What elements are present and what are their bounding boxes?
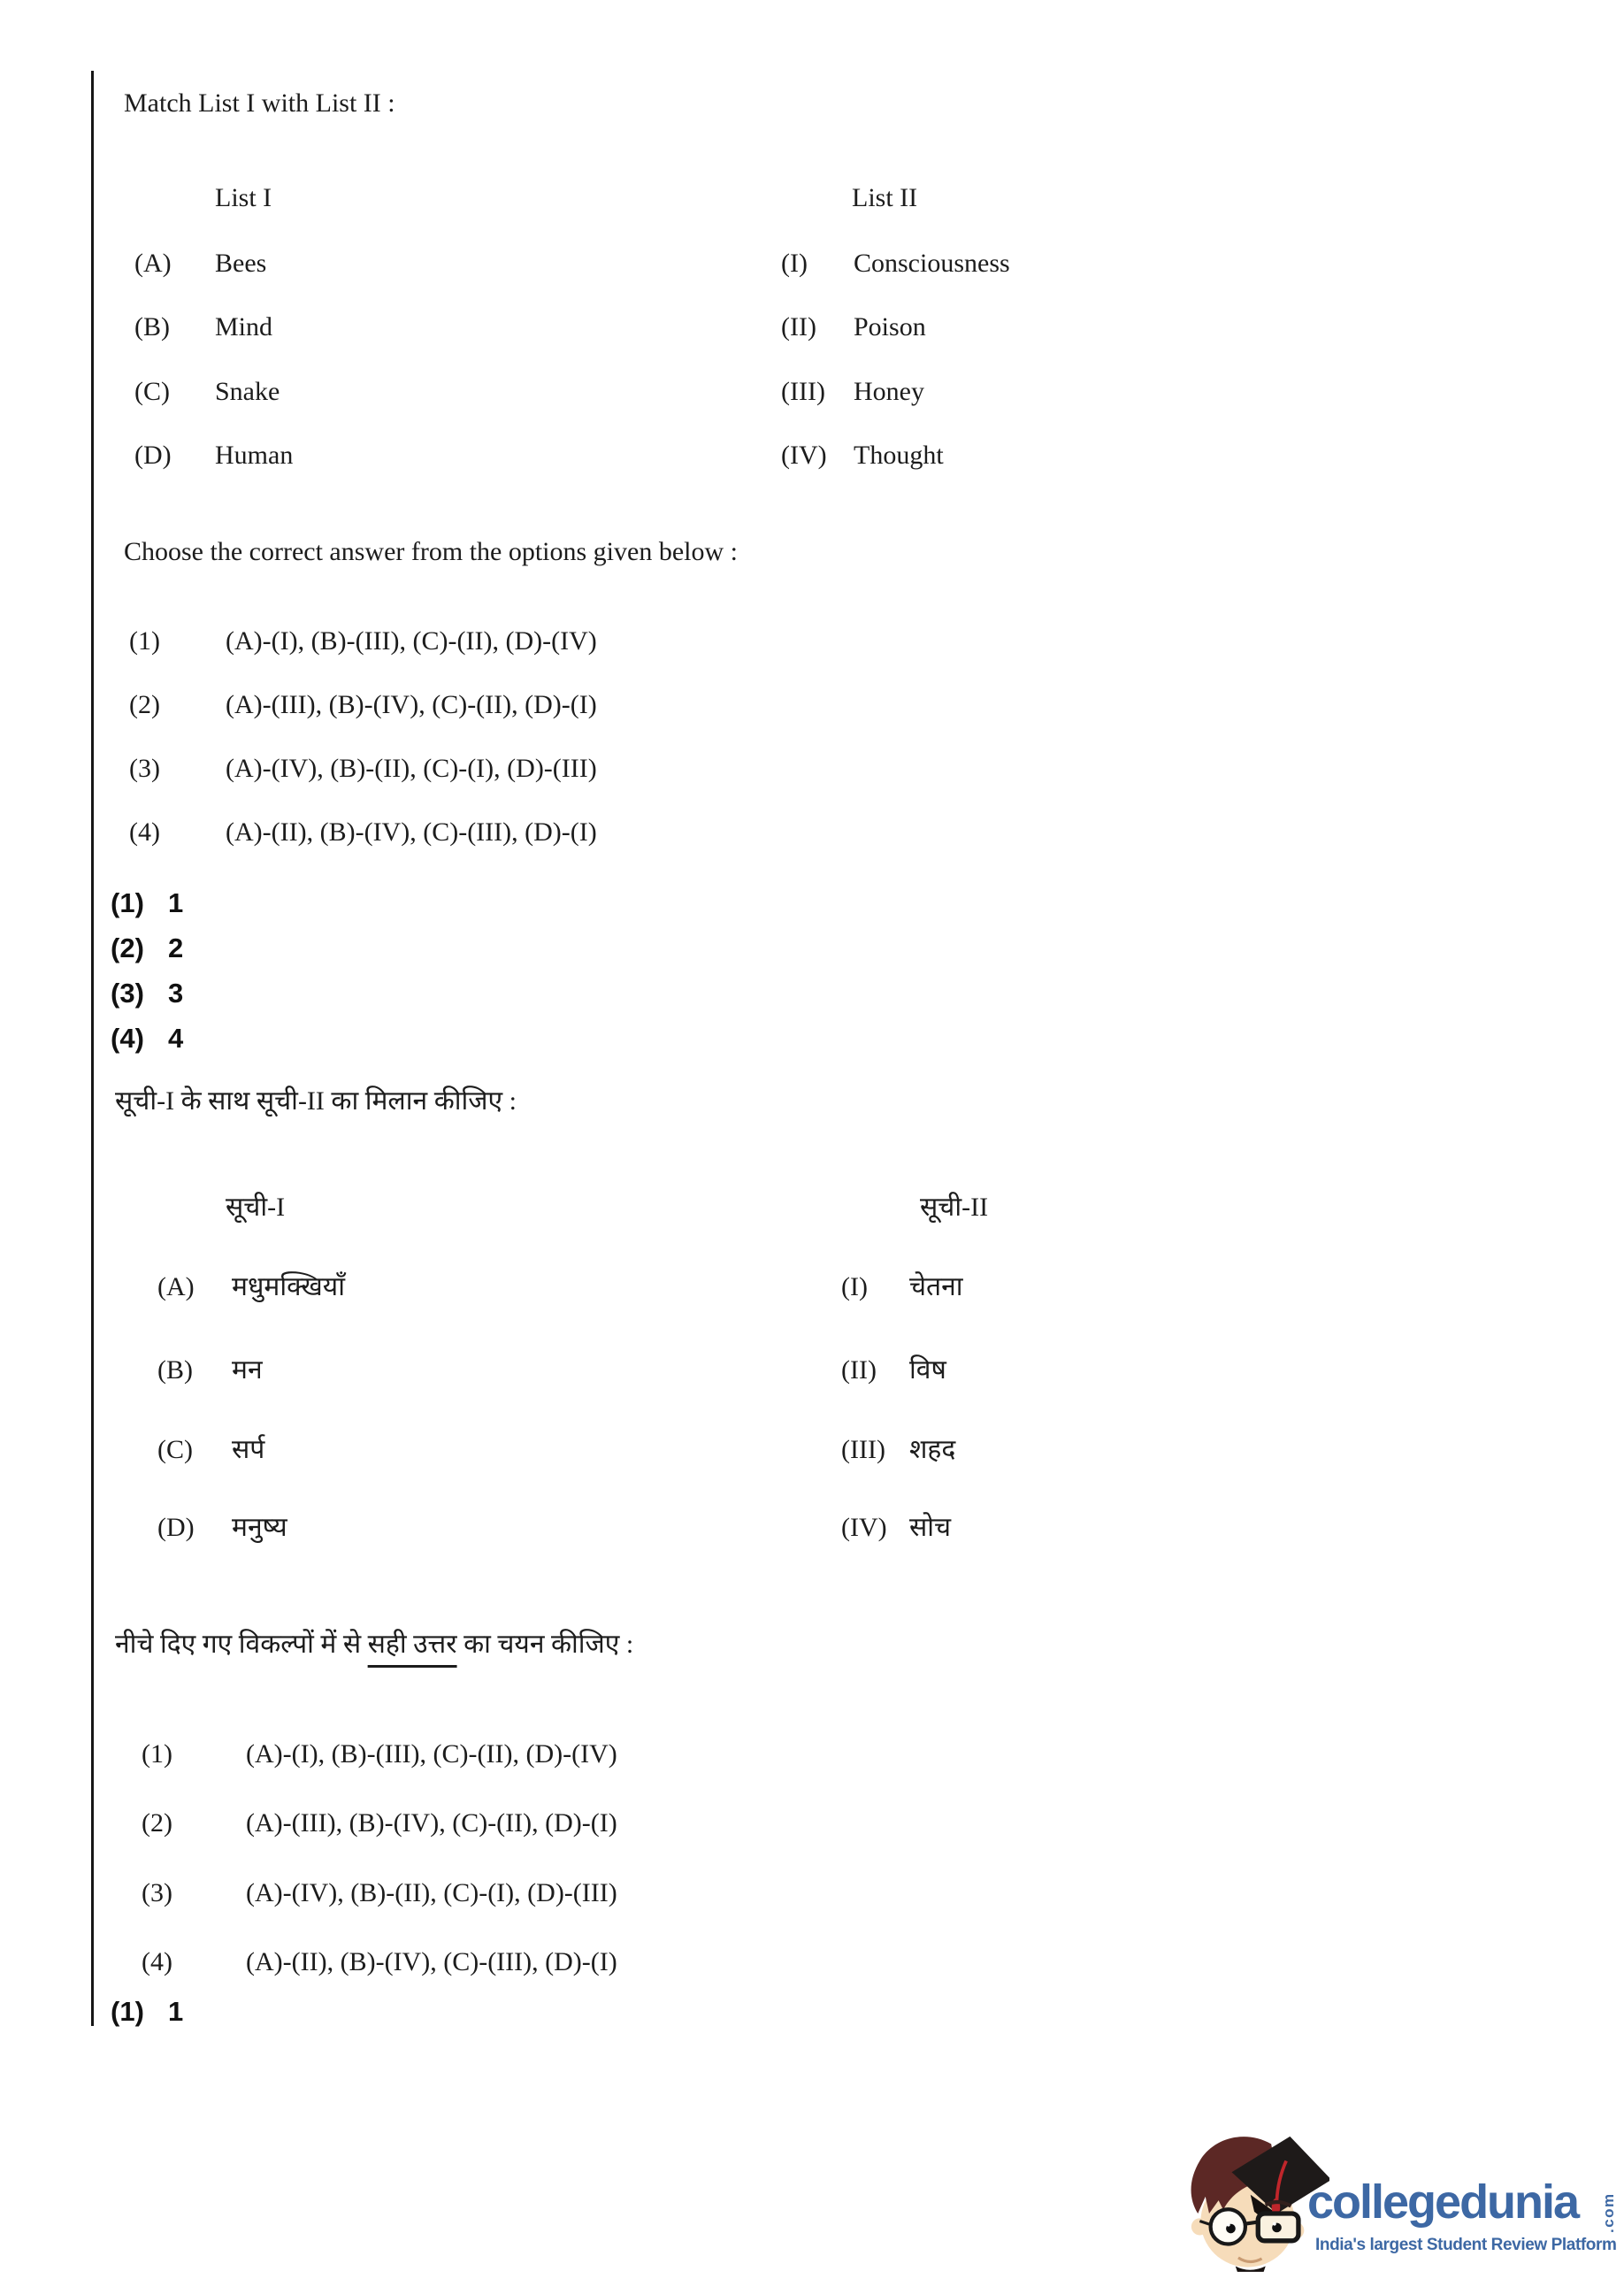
hi-row1-left-text: मधुमक्खियाँ	[232, 1272, 345, 1301]
en-key-1-value: 1	[168, 887, 184, 918]
hi-row3-left-text: सर्प	[232, 1435, 265, 1464]
right-eye-highlight	[1273, 2222, 1276, 2226]
en-row3-left-label: (C)	[134, 377, 170, 406]
en-option-1-text: (A)-(I), (B)-(III), (C)-(II), (D)-(IV)	[226, 626, 597, 656]
hi-option-2-label: (2)	[142, 1808, 172, 1838]
en-row4-left-label: (D)	[134, 441, 172, 470]
en-row3-right-text: Honey	[854, 377, 924, 406]
hi-row4-left-label: (D)	[157, 1513, 195, 1542]
collegedunia-brand-text: collegedunia	[1307, 2175, 1579, 2229]
hi-choose-line	[115, 1630, 633, 1661]
glasses-bridge	[1245, 2222, 1258, 2224]
collegedunia-tagline: India's largest Student Review Platform	[1315, 2236, 1617, 2254]
left-border-rule	[91, 71, 94, 2026]
en-option-2-text: (A)-(III), (B)-(IV), (C)-(II), (D)-(I)	[226, 690, 597, 719]
en-key-3-label: (3)	[111, 978, 144, 1009]
hi-option-2-text: (A)-(III), (B)-(IV), (C)-(II), (D)-(I)	[246, 1808, 617, 1838]
en-key-2-value: 2	[168, 932, 184, 963]
hi-option-1-text: (A)-(I), (B)-(III), (C)-(II), (D)-(IV)	[246, 1739, 617, 1769]
en-key-3-value: 3	[168, 978, 184, 1009]
hi-row3-left-label: (C)	[157, 1435, 193, 1464]
hi-row3-right-label: (III)	[841, 1435, 885, 1464]
left-eye-highlight	[1227, 2223, 1230, 2227]
en-key-4-label: (4)	[111, 1023, 144, 1054]
hi-option-4-text: (A)-(II), (B)-(IV), (C)-(III), (D)-(I)	[246, 1947, 617, 1976]
list1-header-hi: सूची-I	[226, 1193, 286, 1222]
question-intro-en: Match List I with List II :	[124, 88, 395, 118]
en-option-3-text: (A)-(IV), (B)-(II), (C)-(I), (D)-(III)	[226, 754, 597, 783]
en-row1-right-text: Consciousness	[854, 249, 1010, 278]
en-row2-left-label: (B)	[134, 312, 170, 341]
en-option-2-label: (2)	[129, 690, 160, 719]
en-row1-right-label: (I)	[781, 249, 808, 278]
hi-row1-right-label: (I)	[841, 1272, 868, 1301]
en-row4-left-text: Human	[215, 441, 294, 470]
en-row1-left-label: (A)	[134, 249, 172, 278]
collegedunia-tld-text: .com	[1600, 2192, 1617, 2233]
en-row3-right-label: (III)	[781, 377, 825, 406]
en-key-4-value: 4	[168, 1023, 184, 1054]
hi-row2-right-text: विष	[909, 1355, 946, 1385]
question-intro-hi: सूची-I के साथ सूची-II का मिलान कीजिए :	[115, 1086, 517, 1116]
list2-header-en: List II	[852, 183, 918, 212]
hi-row2-left-text: मन	[232, 1355, 263, 1385]
hi-row2-right-label: (II)	[841, 1355, 877, 1385]
hi-row3-right-text: शहद	[909, 1435, 956, 1464]
en-choose-line: Choose the correct answer from the options given below :	[124, 537, 738, 566]
list2-header-hi: सूची-II	[920, 1193, 989, 1222]
en-key-2-label: (2)	[111, 932, 144, 963]
en-row2-right-label: (II)	[781, 312, 816, 341]
en-option-3-label: (3)	[129, 754, 160, 783]
hi-choose-underlined: सही उत्तर	[367, 1630, 457, 1659]
hi-key-1-label: (1)	[111, 1996, 144, 2027]
hi-row4-left-text: मनुष्य	[232, 1513, 287, 1542]
hi-option-1-label: (1)	[142, 1739, 172, 1769]
hi-row2-left-label: (B)	[157, 1355, 193, 1385]
en-row3-left-text: Snake	[215, 377, 280, 406]
hi-option-3-text: (A)-(IV), (B)-(II), (C)-(I), (D)-(III)	[246, 1878, 617, 1907]
hi-row1-left-label: (A)	[157, 1272, 195, 1301]
hi-choose-suffix: का चयन कीजिए :	[456, 1630, 634, 1659]
hi-choose-prefix: नीचे दिए गए विकल्पों में से	[115, 1630, 368, 1659]
hi-row4-right-label: (IV)	[841, 1513, 887, 1542]
en-option-1-label: (1)	[129, 626, 160, 656]
hi-option-3-label: (3)	[142, 1878, 172, 1907]
hi-option-4-label: (4)	[142, 1947, 172, 1976]
en-row4-right-label: (IV)	[781, 441, 827, 470]
hi-row4-right-text: सोच	[909, 1513, 952, 1542]
en-key-1-label: (1)	[111, 887, 144, 918]
hi-row1-right-text: चेतना	[909, 1272, 963, 1301]
en-option-4-label: (4)	[129, 817, 160, 847]
en-row2-right-text: Poison	[854, 312, 926, 341]
en-row4-right-text: Thought	[854, 441, 944, 470]
list1-header-en: List I	[215, 183, 272, 212]
hi-key-1-value: 1	[168, 1996, 184, 2027]
en-option-4-text: (A)-(II), (B)-(IV), (C)-(III), (D)-(I)	[226, 817, 597, 847]
en-row1-left-text: Bees	[215, 249, 267, 278]
en-row2-left-text: Mind	[215, 312, 273, 341]
